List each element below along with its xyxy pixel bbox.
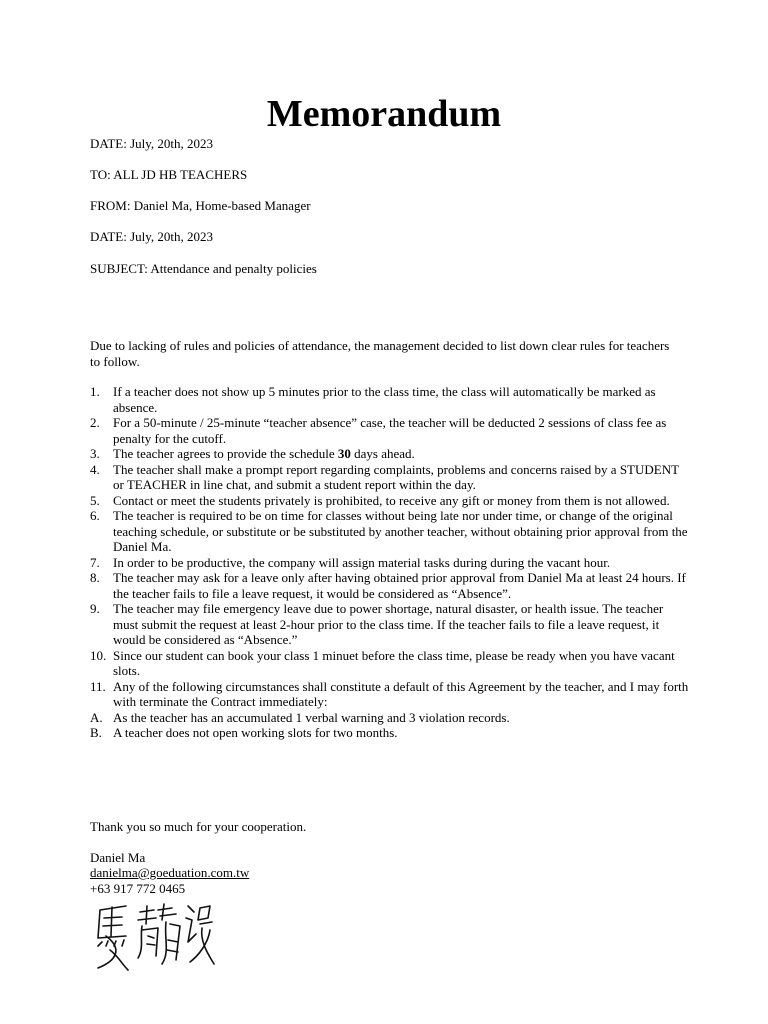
date-line: DATE: July, 20th, 2023 bbox=[90, 136, 214, 151]
sender-name: Daniel Ma bbox=[90, 850, 146, 865]
rule-item bbox=[90, 555, 690, 571]
rule-number: 4. bbox=[90, 461, 100, 477]
rule-number: 10. bbox=[90, 647, 107, 663]
subject-line: SUBJECT: Attendance and penalty policies bbox=[90, 261, 317, 276]
to-line: TO: ALL JD HB TEACHERS bbox=[90, 167, 248, 182]
rule-number: 8. bbox=[90, 570, 100, 585]
rule-number: 3. bbox=[90, 446, 100, 461]
memo-title: Memorandum bbox=[266, 93, 502, 135]
rule-item bbox=[90, 601, 690, 648]
rule-number: 6. bbox=[90, 508, 100, 523]
rule-item bbox=[90, 570, 690, 601]
rule-item bbox=[90, 508, 690, 555]
intro-paragraph: Due to lacking of rules and policies of attendance, the management decided to list down clear rules for teachers to follow. bbox=[90, 338, 670, 369]
sender-email-link[interactable]: danielma@goeduation.com.tw bbox=[90, 865, 250, 880]
rule-number: 7. bbox=[90, 554, 100, 570]
rule-item bbox=[90, 415, 690, 446]
rule-number: 1. bbox=[90, 384, 100, 399]
sub-rule-item bbox=[90, 725, 690, 741]
rule-item bbox=[90, 648, 690, 679]
rule-text: For a 50-minute / 25-minute “teacher absence” case, the teacher will be deducted 2 sessions of class fee as penalty for the cutoff. bbox=[113, 415, 667, 446]
rule-item bbox=[90, 493, 690, 509]
rule-text: As the teacher has an accumulated 1 verbal warning and 3 violation records. bbox=[113, 709, 510, 725]
from-line: FROM: Daniel Ma, Home-based Manager bbox=[90, 198, 311, 213]
rule-letter: B. bbox=[90, 725, 102, 740]
rule-text: In order to be productive, the company will assign material tasks during during the vacant hour. bbox=[113, 554, 611, 570]
rule-number: 2. bbox=[90, 415, 100, 430]
rule-text: Contact or meet the students privately is prohibited, to receive any gift or money from them is not allowed. bbox=[113, 492, 670, 508]
rule-item bbox=[90, 446, 690, 462]
rule-text-before: The teacher agrees to provide the schedule bbox=[113, 446, 338, 461]
handwritten-signature bbox=[92, 898, 217, 973]
rule-item bbox=[90, 384, 690, 415]
rule-letter: A. bbox=[90, 709, 103, 725]
rule-text: Since our student can book your class 1 minuet before the class time, please be ready when you have vacant slots. bbox=[113, 647, 675, 678]
rule-number: 5. bbox=[90, 492, 100, 508]
rule-item bbox=[90, 462, 690, 493]
rule-item bbox=[90, 679, 690, 710]
thanks-line: Thank you so much for your cooperation. bbox=[90, 819, 307, 834]
rule-text: The teacher may file emergency leave due to power shortage, natural disaster, or health issue. The teacher must submit the request at least 2-hour prior to the class time. If the teacher fails to file a leave request, it would be considered as “Absence.” bbox=[113, 601, 664, 647]
rule-text: The teacher is required to be on time for classes without being late nor under time, or change of the original teaching schedule, or substitute or be substituted by another teacher, without obtaining prior approval from the Daniel Ma. bbox=[113, 508, 688, 554]
sub-rule-item bbox=[90, 710, 690, 726]
date-line-repeat: DATE: July, 20th, 2023 bbox=[90, 229, 214, 244]
rule-number: 9. bbox=[90, 601, 100, 616]
rule-text: The teacher may ask for a leave only after having obtained prior approval from Daniel Ma at least 24 hours. If the teacher fails to file a leave request, it would be considered as “Absence”. bbox=[113, 570, 686, 601]
sender-phone: +63 917 772 0465 bbox=[90, 881, 186, 896]
rule-number: 11. bbox=[90, 678, 106, 694]
rule-text: A teacher does not open working slots for two months. bbox=[113, 725, 398, 740]
rules-list bbox=[90, 384, 690, 741]
rule-text: If a teacher does not show up 5 minutes prior to the class time, the class will automatically be marked as absence. bbox=[113, 384, 656, 415]
rule-text: The teacher shall make a prompt report regarding complaints, problems and concerns raised by a STUDENT or TEACHER in line chat, and submit a student report within the day. bbox=[113, 461, 679, 492]
rule-bold-days: 30 bbox=[337, 446, 351, 461]
rule-text-after: days ahead. bbox=[350, 446, 415, 461]
rule-text: Any of the following circumstances shall constitute a default of this Agreement by the teacher, and I may forth with terminate the Contract immediately: bbox=[113, 678, 689, 709]
